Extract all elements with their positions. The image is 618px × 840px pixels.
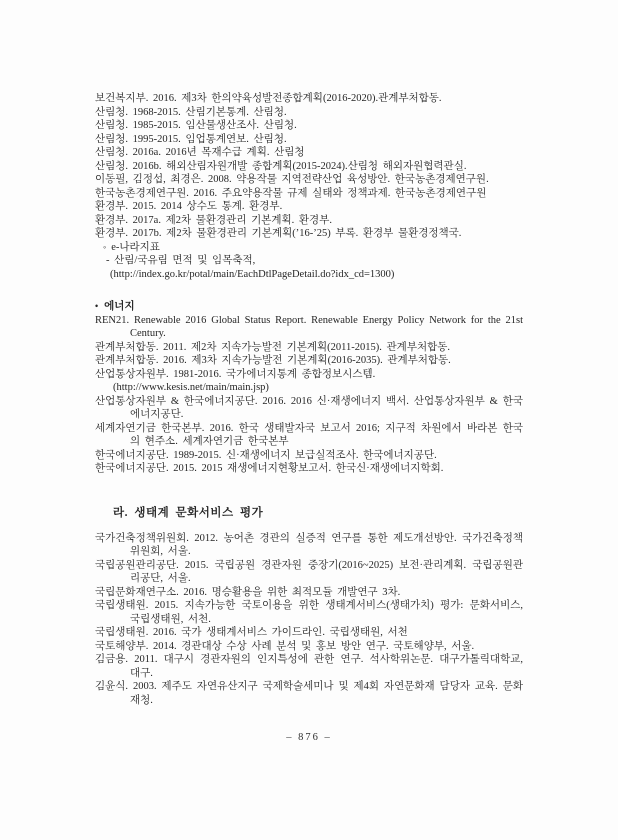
reference-entry: 보건복지부. 2016. 제3차 한의약육성발전종합계획(2016-2020).관계부처합동.: [95, 93, 442, 104]
reference-entry: 산림청. 2016b. 해외산림자원개발 종합계획(2015-2024).산림청 해외자원협력관실.: [95, 160, 467, 172]
reference-entry: 환경부. 2017b. 제2차 물환경관리 기본계획(’16-’25) 부록. 환경부 물환경정책국.: [95, 228, 462, 239]
reference-entry: REN21. Renewable 2016 Global Status Report. Renewable Energy Policy Network for the 21st Century.: [95, 314, 523, 339]
reference-entry: 국립문화재연구소. 2016. 명승활용을 위한 최적모듈 개발연구 3차.: [95, 586, 401, 598]
reference-entry: 한국농촌경제연구원. 2016. 주요약용작물 규제 실태와 정책과제. 한국농촌경제연구원: [95, 187, 487, 199]
reference-entry: 환경부. 2015. 2014 상수도 통계. 환경부.: [95, 201, 283, 212]
reference-entry: 산림청. 2016a. 2016년 목재수급 계획. 산림청: [95, 147, 305, 158]
section-culture-references: [95, 532, 523, 708]
reference-list-top: [95, 92, 523, 281]
e-nara-url-line: (http://index.go.kr/potal/main/EachDtlPageDetail.do?idx_cd=1300): [110, 268, 395, 280]
section-energy-header: [95, 300, 523, 314]
bullet-icon: •: [95, 301, 99, 311]
reference-entry: 관계부처합동. 2011. 제2차 지속가능발전 기본계획(2011-2015). 관계부처합동.: [95, 341, 451, 353]
reference-entry: 한국에너지공단. 1989-2015. 신·재생에너지 보급실적조사. 한국에너지공단.: [95, 449, 437, 461]
reference-entry: 국립생태원. 2016. 국가 생태계서비스 가이드라인. 국립생태원, 서천: [95, 627, 408, 638]
section-energy-title: 에너지: [104, 301, 135, 312]
reference-entry: 환경부. 2017a. 제2차 물환경관리 기본계획. 환경부.: [95, 214, 332, 226]
reference-entry: 김금용. 2011. 대구시 경관자원의 인지특성에 관한 연구. 석사학위논문. 대구가톨릭대학교, 대구.: [95, 654, 523, 679]
section-energy: [95, 300, 523, 476]
reference-entry: 김윤식. 2003. 제주도 자연유산지구 국제학술세미나 및 제4회 자연문화재 담당자 교육. 문화재청.: [95, 681, 523, 706]
reference-entry: 세계자연기금 한국본부. 2016. 한국 생태발자국 보고서 2016; 지구적 차원에서 바라본 한국의 현주소. 세계자연기금 한국본부: [95, 422, 523, 447]
page-number: – 876 –: [286, 732, 332, 743]
circle-bullet-icon: ◦: [103, 241, 107, 252]
reference-entry: 산림청. 1985-2015. 임산물생산조사. 산림청.: [95, 120, 297, 131]
reference-entry: 국립생태원. 2015. 지속가능한 국토이용을 위한 생태계서비스(생태가치) 평가: 문화서비스, 국립생태원, 서천.: [95, 600, 523, 625]
e-nara-sub-item: - 산림/국유림 면적 및 임목축적,: [106, 255, 256, 266]
reference-entry: 국토해양부. 2014. 경관대상 수상 사례 분석 및 홍보 방안 연구. 국토해양부, 서울.: [95, 640, 475, 652]
reference-entry: 산림청. 1968-2015. 산림기본통계. 산림청.: [95, 106, 287, 118]
reference-entry: 한국에너지공단. 2015. 2015 재생에너지현황보고서. 한국신·재생에너지학회.: [95, 463, 444, 474]
kesis-url-line: (http://www.kesis.net/main/main.jsp): [113, 382, 269, 393]
section-culture-heading: 라. 생태계 문화서비스 평가: [113, 506, 264, 519]
reference-entry: 국립공원관리공단. 2015. 국립공원 경관자원 중장기(2016~2025) 보전·관리계획. 국립공원관리공단, 서울.: [95, 559, 523, 584]
e-nara-index-label: e-나라지표: [111, 241, 160, 253]
reference-entry: 관계부처합동. 2016. 제3차 지속가능발전 기본계획(2016-2035). 관계부처합동.: [95, 355, 451, 366]
reference-entry: 산업통상자원부. 1981-2016. 국가에너지통계 종합정보시스템.: [95, 368, 376, 380]
reference-entry: 국가건축정책위원회. 2012. 농어촌 경관의 실증적 연구를 통한 제도개선방안. 국가건축정책위원회, 서울.: [95, 532, 523, 557]
reference-entry: 산업통상자원부 & 한국에너지공단. 2016. 2016 신·재생에너지 백서. 산업통상자원부 & 한국에너지공단.: [95, 395, 523, 420]
page-content: [95, 92, 523, 707]
e-nara-index-line: [103, 241, 523, 255]
reference-entry: 이동필, 김정섭, 최경은. 2008. 약용작물 지역전략산업 육성방안. 한국농촌경제연구원.: [95, 174, 489, 185]
reference-entry: 산림청. 1995-2015. 임업통계연보. 산림청.: [95, 133, 287, 145]
